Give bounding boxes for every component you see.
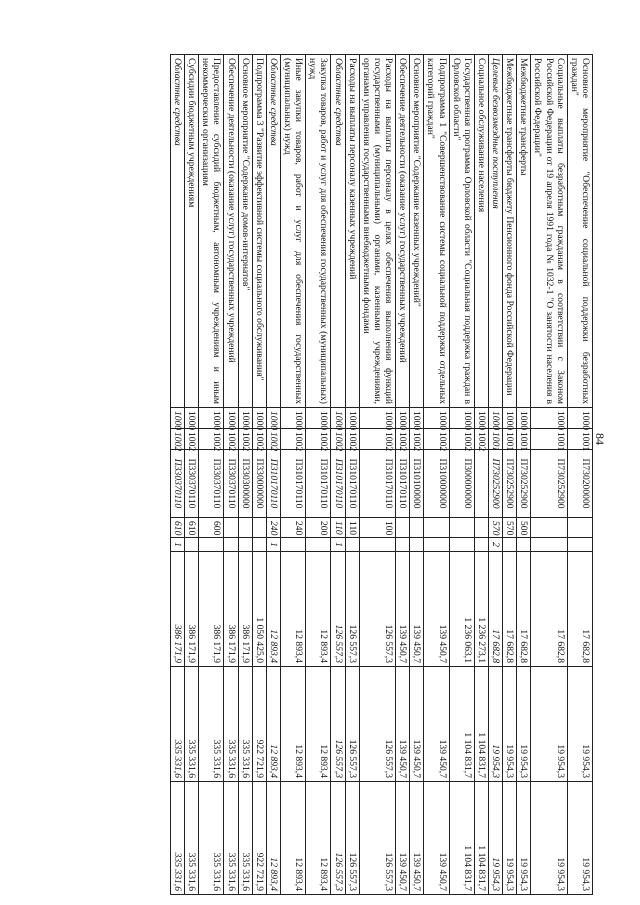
table-row [281, 55, 306, 895]
amount-year-1-cell: 12 893,4 [306, 552, 331, 667]
target-article-cell: П310170110 [345, 450, 359, 518]
subsection-code-cell: 1002 [199, 429, 224, 450]
row-name-cell: Целевые безвозмездные поступления [489, 55, 503, 408]
amount-year-3-cell: 139 450,7 [424, 782, 449, 895]
section-code-cell: 1000 [238, 408, 252, 429]
amount-year-1-cell: 126 557,3 [331, 552, 345, 667]
target-article-cell: П310170110 [396, 450, 410, 518]
table-row [396, 55, 410, 895]
amount-year-3-cell: 126 557,3 [331, 782, 345, 895]
row-name-cell: Основное мероприятие "Содержание казенных учреждений" [410, 55, 424, 408]
table-row [410, 55, 424, 895]
row-name-cell: Областные средства [171, 55, 185, 408]
funding-source-cell [474, 538, 488, 552]
subsection-code-cell: 1002 [449, 429, 474, 450]
funding-source-cell [449, 538, 474, 552]
amount-year-2-cell: 335 331,6 [224, 667, 238, 782]
expense-type-cell [531, 518, 567, 538]
expense-type-cell [474, 518, 488, 538]
row-name-cell: Закупка товаров, работ и услуг для обеспечения государственных (муниципальных) нужд [306, 55, 331, 408]
amount-year-2-cell: 19 954,3 [531, 667, 567, 782]
funding-source-cell [306, 538, 331, 552]
target-article-cell: П310170110 [306, 450, 331, 518]
subsection-code-cell: 1002 [238, 429, 252, 450]
target-article-cell: П730200000 [567, 450, 592, 518]
row-name-cell: Социальные выплаты безработным гражданам в соответствии с Законом Российской Федерации от 19 апреля 1991 года № 1032-1 "О занятости населения в Российской Федерации" [531, 55, 567, 408]
row-name-cell: Обеспечение деятельности (оказание услуг) государственных учреждений [224, 55, 238, 408]
table-row [224, 55, 238, 895]
amount-year-2-cell: 139 450,7 [410, 667, 424, 782]
expense-type-cell: 110 [331, 518, 345, 538]
amount-year-2-cell: 139 450,7 [424, 667, 449, 782]
row-name-cell: Обеспечение деятельности (оказание услуг) государственных учреждений [396, 55, 410, 408]
table-row [199, 55, 224, 895]
target-article-cell: П730252900 [503, 450, 517, 518]
expense-type-cell: 240 [281, 518, 306, 538]
amount-year-3-cell: 19 954,3 [531, 782, 567, 895]
amount-year-1-cell: 386 171,9 [238, 552, 252, 667]
amount-year-3-cell: 12 893,4 [266, 782, 280, 895]
funding-source-cell: 2 [489, 538, 503, 552]
row-name-cell: Межбюджетные трансферты [517, 55, 531, 408]
table-row [424, 55, 449, 895]
section-code-cell: 1000 [345, 408, 359, 429]
row-name-cell: Иные закупки товаров, работ и услуг для обеспечения государственных (муниципальных) нужд [281, 55, 306, 408]
expense-type-cell [396, 518, 410, 538]
subsection-code-cell: 1002 [252, 429, 266, 450]
table-row [331, 55, 345, 895]
section-code-cell: 1000 [281, 408, 306, 429]
funding-source-cell [531, 538, 567, 552]
table-row [185, 55, 199, 895]
subsection-code-cell: 1001 [531, 429, 567, 450]
row-name-cell: Государственная программа Орловской области "Социальная поддержка граждан в Орловской области" [449, 55, 474, 408]
amount-year-1-cell: 386 171,9 [171, 552, 185, 667]
amount-year-2-cell: 1 104 831,7 [449, 667, 474, 782]
funding-source-cell [359, 538, 395, 552]
page-number: 84 [593, 433, 607, 445]
target-article-cell [474, 450, 488, 518]
funding-source-cell [281, 538, 306, 552]
funding-source-cell [567, 538, 592, 552]
amount-year-1-cell: 126 557,3 [345, 552, 359, 667]
amount-year-2-cell: 12 893,4 [266, 667, 280, 782]
funding-source-cell [252, 538, 266, 552]
amount-year-2-cell: 19 954,3 [567, 667, 592, 782]
section-code-cell: 1000 [503, 408, 517, 429]
funding-source-cell: 1 [266, 538, 280, 552]
expense-type-cell [238, 518, 252, 538]
amount-year-3-cell: 19 954,3 [517, 782, 531, 895]
amount-year-3-cell: 19 954,3 [567, 782, 592, 895]
funding-source-cell [517, 538, 531, 552]
amount-year-2-cell: 126 557,3 [331, 667, 345, 782]
funding-source-cell [185, 538, 199, 552]
funding-source-cell [503, 538, 517, 552]
section-code-cell: 1000 [224, 408, 238, 429]
amount-year-2-cell: 126 557,3 [345, 667, 359, 782]
table-row [266, 55, 280, 895]
section-code-cell: 1000 [306, 408, 331, 429]
table-row [531, 55, 567, 895]
target-article-cell: П300000000 [449, 450, 474, 518]
subsection-code-cell: 1002 [306, 429, 331, 450]
amount-year-1-cell: 1 236 063,1 [449, 552, 474, 667]
subsection-code-cell: 1002 [345, 429, 359, 450]
rotated-table-container [45, 54, 593, 894]
table-row [306, 55, 331, 895]
amount-year-2-cell: 335 331,6 [199, 667, 224, 782]
target-article-cell: П330370110 [199, 450, 224, 518]
amount-year-2-cell: 19 954,3 [517, 667, 531, 782]
target-article-cell: П330370110 [224, 450, 238, 518]
section-code-cell: 1000 [474, 408, 488, 429]
amount-year-2-cell: 126 557,3 [359, 667, 395, 782]
section-code-cell: 1000 [517, 408, 531, 429]
subsection-code-cell: 1002 [331, 429, 345, 450]
amount-year-3-cell: 126 557,3 [345, 782, 359, 895]
row-name-cell: Межбюджетные трансферты бюджету Пенсионного фонда Российской Федерации [503, 55, 517, 408]
expense-type-cell [224, 518, 238, 538]
amount-year-1-cell: 139 450,7 [424, 552, 449, 667]
section-code-cell: 1000 [199, 408, 224, 429]
section-code-cell: 1000 [359, 408, 395, 429]
target-article-cell: П310100000 [410, 450, 424, 518]
amount-year-3-cell: 922 721,9 [252, 782, 266, 895]
amount-year-1-cell: 126 557,3 [359, 552, 395, 667]
subsection-code-cell: 1001 [503, 429, 517, 450]
target-article-cell: П330000000 [252, 450, 266, 518]
amount-year-3-cell: 139 450,7 [396, 782, 410, 895]
expense-type-cell: 610 [171, 518, 185, 538]
funding-source-cell [410, 538, 424, 552]
expense-type-cell [252, 518, 266, 538]
row-name-cell: Подпрограмма 3 "Развитие эффективной системы социального обслуживания" [252, 55, 266, 408]
section-code-cell: 1000 [424, 408, 449, 429]
funding-source-cell [396, 538, 410, 552]
section-code-cell: 1000 [396, 408, 410, 429]
amount-year-2-cell: 139 450,7 [396, 667, 410, 782]
amount-year-1-cell: 1 236 273,1 [474, 552, 488, 667]
row-name-cell: Областные средства [331, 55, 345, 408]
row-name-cell: Расходы на выплаты персоналу казенных учреждений [345, 55, 359, 408]
amount-year-1-cell: 139 450,7 [410, 552, 424, 667]
row-name-cell: Подпрограмма 1 "Совершенствование системы социальной поддержки отдельных категорий граждан" [424, 55, 449, 408]
funding-source-cell: 1 [171, 538, 185, 552]
expense-type-cell [567, 518, 592, 538]
section-code-cell: 1000 [171, 408, 185, 429]
target-article-cell: П310000000 [424, 450, 449, 518]
funding-source-cell [345, 538, 359, 552]
target-article-cell: П730252900 [531, 450, 567, 518]
table-row [171, 55, 185, 895]
amount-year-3-cell: 19 954,3 [489, 782, 503, 895]
expense-type-cell: 570 [489, 518, 503, 538]
amount-year-1-cell: 17 682,8 [517, 552, 531, 667]
table-body [171, 55, 593, 895]
amount-year-3-cell: 335 331,6 [238, 782, 252, 895]
section-code-cell: 1000 [331, 408, 345, 429]
amount-year-1-cell: 17 682,8 [531, 552, 567, 667]
table-row [474, 55, 488, 895]
section-code-cell: 1000 [266, 408, 280, 429]
expense-type-cell: 240 [266, 518, 280, 538]
subsection-code-cell: 1002 [396, 429, 410, 450]
subsection-code-cell: 1002 [266, 429, 280, 450]
expense-type-cell: 100 [359, 518, 395, 538]
target-article-cell: П730252900 [517, 450, 531, 518]
amount-year-3-cell: 335 331,6 [199, 782, 224, 895]
amount-year-1-cell: 12 893,4 [281, 552, 306, 667]
amount-year-1-cell: 139 450,7 [396, 552, 410, 667]
amount-year-1-cell: 17 682,8 [567, 552, 592, 667]
amount-year-1-cell: 386 171,9 [185, 552, 199, 667]
budget-table [170, 54, 593, 895]
target-article-cell: П310170110 [359, 450, 395, 518]
amount-year-2-cell: 922 721,9 [252, 667, 266, 782]
amount-year-3-cell: 335 331,6 [185, 782, 199, 895]
subsection-code-cell: 1001 [567, 429, 592, 450]
subsection-code-cell: 1001 [489, 429, 503, 450]
funding-source-cell [199, 538, 224, 552]
expense-type-cell [410, 518, 424, 538]
amount-year-2-cell: 335 331,6 [185, 667, 199, 782]
subsection-code-cell: 1002 [171, 429, 185, 450]
amount-year-1-cell: 17 682,8 [503, 552, 517, 667]
subsection-code-cell: 1002 [410, 429, 424, 450]
row-name-cell: Социальное обслуживание населения [474, 55, 488, 408]
table-row [359, 55, 395, 895]
expense-type-cell: 500 [517, 518, 531, 538]
funding-source-cell [224, 538, 238, 552]
amount-year-3-cell: 126 557,3 [359, 782, 395, 895]
subsection-code-cell: 1002 [224, 429, 238, 450]
amount-year-1-cell: 17 682,8 [489, 552, 503, 667]
amount-year-2-cell: 19 954,3 [503, 667, 517, 782]
table-row [503, 55, 517, 895]
subsection-code-cell: 1002 [474, 429, 488, 450]
subsection-code-cell: 1001 [517, 429, 531, 450]
amount-year-1-cell: 386 171,9 [224, 552, 238, 667]
section-code-cell: 1000 [185, 408, 199, 429]
row-name-cell: Субсидии бюджетным учреждениям [185, 55, 199, 408]
amount-year-1-cell: 12 893,4 [266, 552, 280, 667]
expense-type-cell: 110 [345, 518, 359, 538]
target-article-cell: П330370110 [185, 450, 199, 518]
expense-type-cell: 600 [199, 518, 224, 538]
amount-year-1-cell: 386 171,9 [199, 552, 224, 667]
subsection-code-cell: 1002 [424, 429, 449, 450]
target-article-cell: П310170110 [331, 450, 345, 518]
row-name-cell: Расходы на выплаты персоналу в целях обеспечения выполнения функций государственными (муниципальными) органами, казенными учреждениями, органами управления государственными внебюджетными фондами [359, 55, 395, 408]
target-article-cell: П310170110 [281, 450, 306, 518]
amount-year-3-cell: 335 331,6 [224, 782, 238, 895]
amount-year-3-cell: 12 893,4 [306, 782, 331, 895]
expense-type-cell [449, 518, 474, 538]
table-row [252, 55, 266, 895]
target-article-cell: П730252900 [489, 450, 503, 518]
expense-type-cell: 200 [306, 518, 331, 538]
amount-year-3-cell: 335 331,6 [171, 782, 185, 895]
subsection-code-cell: 1002 [185, 429, 199, 450]
table-row [238, 55, 252, 895]
table-row [345, 55, 359, 895]
amount-year-2-cell: 335 331,6 [171, 667, 185, 782]
target-article-cell: П330370110 [171, 450, 185, 518]
section-code-cell: 1000 [410, 408, 424, 429]
amount-year-2-cell: 12 893,4 [281, 667, 306, 782]
amount-year-2-cell: 1 104 831,7 [474, 667, 488, 782]
amount-year-1-cell: 1 050 425,0 [252, 552, 266, 667]
expense-type-cell: 610 [185, 518, 199, 538]
row-name-cell: Областные средства [266, 55, 280, 408]
section-code-cell: 1000 [449, 408, 474, 429]
table-row [517, 55, 531, 895]
section-code-cell: 1000 [531, 408, 567, 429]
amount-year-2-cell: 19 954,3 [489, 667, 503, 782]
subsection-code-cell: 1002 [359, 429, 395, 450]
funding-source-cell: 1 [331, 538, 345, 552]
section-code-cell: 1000 [489, 408, 503, 429]
amount-year-3-cell: 1 104 831,7 [449, 782, 474, 895]
row-name-cell: Предоставление субсидий бюджетным, автономным учреждениям и иным некоммерческим организациям [199, 55, 224, 408]
table-row [489, 55, 503, 895]
expense-type-cell: 570 [503, 518, 517, 538]
amount-year-3-cell: 19 954,3 [503, 782, 517, 895]
section-code-cell: 1000 [567, 408, 592, 429]
amount-year-2-cell: 335 331,6 [238, 667, 252, 782]
row-name-cell: Основное мероприятие "Обеспечение социальной поддержки безработных граждан" [567, 55, 592, 408]
subsection-code-cell: 1002 [281, 429, 306, 450]
amount-year-3-cell: 12 893,4 [281, 782, 306, 895]
amount-year-3-cell: 139 450,7 [410, 782, 424, 895]
target-article-cell: П310170110 [266, 450, 280, 518]
amount-year-2-cell: 12 893,4 [306, 667, 331, 782]
funding-source-cell [424, 538, 449, 552]
table-row [567, 55, 592, 895]
amount-year-3-cell: 1 104 831,7 [474, 782, 488, 895]
section-code-cell: 1000 [252, 408, 266, 429]
target-article-cell: П330300000 [238, 450, 252, 518]
row-name-cell: Основное мероприятие "Содержание домов-интернатов" [238, 55, 252, 408]
expense-type-cell [424, 518, 449, 538]
table-row [449, 55, 474, 895]
funding-source-cell [238, 538, 252, 552]
